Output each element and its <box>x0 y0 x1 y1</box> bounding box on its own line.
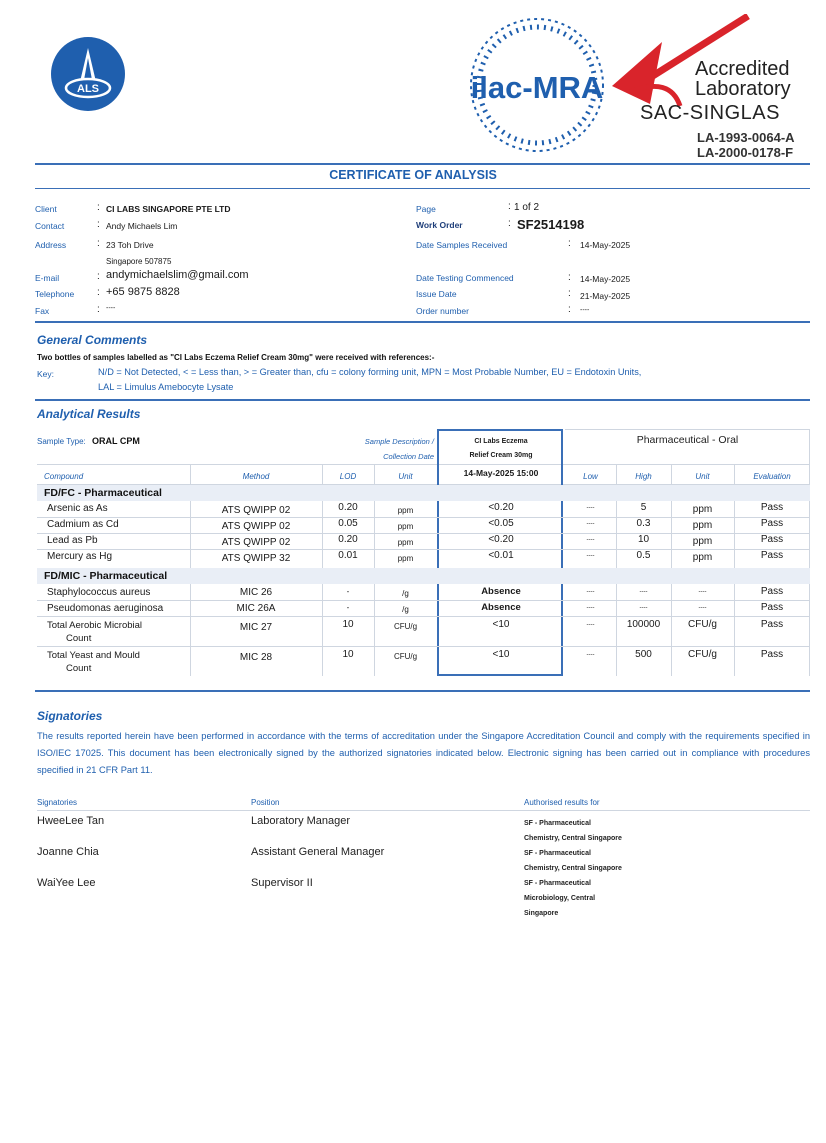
cell-compound-line-2: Count <box>66 663 92 674</box>
cell-method: MIC 26 <box>239 587 273 598</box>
cell-high: ---- <box>639 589 648 595</box>
cell-compound: Total Aerobic Microbial <box>47 620 143 631</box>
client-rule <box>35 321 810 323</box>
row-line <box>37 549 810 550</box>
signatory-position: Laboratory Manager <box>251 815 351 827</box>
colon: : <box>508 218 511 229</box>
accredited-text-1: Accredited <box>695 58 790 80</box>
colon: : <box>97 304 100 315</box>
cell-unit: ppm <box>397 522 414 531</box>
cell-spec-unit: CFU/g <box>688 649 717 660</box>
order-number-label: Order number <box>416 306 469 316</box>
cell-unit: CFU/g <box>393 652 418 661</box>
sample-name-line-1: CI Labs Eczema <box>474 438 528 445</box>
top-rule <box>35 163 810 165</box>
cell-unit: /g <box>402 605 409 614</box>
cell-method: ATS QWIPP 02 <box>221 521 291 532</box>
cell-spec-unit: ppm <box>692 504 713 515</box>
cell-spec-unit: ---- <box>698 589 707 595</box>
cell-result: <10 <box>492 649 510 660</box>
cell-method: ATS QWIPP 02 <box>221 505 291 516</box>
cell-compound: Lead as Pb <box>47 535 98 546</box>
row-line <box>37 517 810 518</box>
cell-method: ATS QWIPP 02 <box>221 537 291 548</box>
cell-compound: Staphylococcus aureus <box>47 587 151 598</box>
la-number-1: LA-1993-0064-A <box>697 130 795 145</box>
authorised-line: Chemistry, Central Singapore <box>524 835 622 842</box>
colon: : <box>508 201 511 212</box>
sample-description-label: Sample Description / <box>364 437 434 446</box>
cell-compound: Total Yeast and Mould <box>47 650 140 661</box>
cell-low: ---- <box>586 553 595 559</box>
colon: : <box>97 238 100 249</box>
cell-high: 500 <box>635 649 652 660</box>
cell-spec-unit: ppm <box>692 552 713 563</box>
sac-singlas-text: SAC-SINGLAS <box>640 102 780 124</box>
sample-date: 14-May-2025 15:00 <box>463 468 539 478</box>
header-spec-unit: Unit <box>695 472 710 481</box>
client-label: Client <box>35 204 57 214</box>
header-high: High <box>635 472 652 481</box>
title-rule <box>35 188 810 189</box>
signatory-name: Joanne Chia <box>37 846 99 858</box>
cell-method: ATS QWIPP 32 <box>221 553 291 564</box>
row-line <box>37 600 810 601</box>
la-number-2: LA-2000-0178-F <box>697 145 794 160</box>
group-header-fdmic <box>37 568 810 584</box>
row-line <box>37 616 810 617</box>
cell-method: MIC 28 <box>239 652 273 663</box>
key-label: Key: <box>37 369 55 379</box>
authorised-line: Singapore <box>524 910 559 917</box>
authorised-line: SF - Pharmaceutical <box>524 820 591 827</box>
cell-lod: 0.20 <box>338 502 358 513</box>
group-name: FD/MIC - Pharmaceutical <box>44 570 168 582</box>
signatories-heading: Signatories <box>37 709 103 723</box>
cell-lod: 0.05 <box>338 518 358 529</box>
signatories-header-line <box>37 810 810 811</box>
col-signatories: Signatories <box>37 798 78 807</box>
cell-spec-unit: CFU/g <box>688 619 717 630</box>
address-line-1: 23 Toh Drive <box>106 240 154 250</box>
header-compound: Compound <box>44 472 84 481</box>
signatory-position: Assistant General Manager <box>251 846 385 858</box>
comments-line: Two bottles of samples labelled as "CI Labs Eczema Relief Cream 30mg" were received with references:- <box>37 353 435 362</box>
header-unit: Unit <box>398 472 413 481</box>
cell-high: ---- <box>639 605 648 611</box>
date-received-value: 14-May-2025 <box>580 240 631 250</box>
cell-compound: Arsenic as As <box>47 503 108 514</box>
sample-type-value: ORAL CPM <box>92 436 140 446</box>
group-header-fdfc <box>37 485 810 501</box>
als-logo-text: ALS <box>77 83 99 95</box>
authorised-line: SF - Pharmaceutical <box>524 850 591 857</box>
cell-high: 100000 <box>626 619 661 630</box>
cell-high: 0.5 <box>636 550 651 561</box>
cell-compound: Pseudomonas aeruginosa <box>47 603 164 614</box>
row-line <box>37 646 810 647</box>
cell-evaluation: Pass <box>760 534 784 545</box>
address-line-2: Singapore 507875 <box>106 257 172 266</box>
contact-value: Andy Michaels Lim <box>106 221 178 231</box>
telephone-label: Telephone <box>35 289 75 299</box>
cell-evaluation: Pass <box>760 586 784 597</box>
table-top-line <box>565 429 810 430</box>
cell-spec-unit: ---- <box>698 605 707 611</box>
cell-low: ---- <box>586 537 595 543</box>
cell-evaluation: Pass <box>760 550 784 561</box>
page-value: 1 of 2 <box>514 202 540 213</box>
issue-date-value: 21-May-2025 <box>580 291 631 301</box>
work-order-value: SF2514198 <box>517 217 585 232</box>
authorised-results-list <box>524 816 622 921</box>
fax-value: ---- <box>106 305 116 312</box>
general-comments-heading: General Comments <box>37 333 148 347</box>
header-method: Method <box>242 472 270 481</box>
cell-lod: 0.01 <box>338 550 358 561</box>
cell-method: MIC 27 <box>239 622 273 633</box>
cell-spec-unit: ppm <box>692 520 713 531</box>
cell-low: ---- <box>586 521 595 527</box>
cell-evaluation: Pass <box>760 619 784 630</box>
results-rule <box>35 690 810 692</box>
cell-compound-line-2: Count <box>66 633 92 644</box>
cell-lod: 10 <box>342 649 354 660</box>
cell-lod: - <box>346 587 350 596</box>
colon: : <box>97 287 100 298</box>
cell-low: ---- <box>586 622 595 628</box>
colon: : <box>97 202 100 213</box>
row-line <box>37 533 810 534</box>
ilac-mra-logo <box>462 14 612 156</box>
collection-date-label: Collection Date <box>383 452 434 461</box>
cell-evaluation: Pass <box>760 518 784 529</box>
cell-method: MIC 26A <box>236 603 276 614</box>
cell-unit: ppm <box>397 538 414 547</box>
key-line-1: N/D = Not Detected, < = Less than, > = Greater than, cfu = colony forming unit, MPN = Most Probable Number, EU = Endotoxin Units, <box>98 367 642 377</box>
cell-evaluation: Pass <box>760 602 784 613</box>
col-authorised: Authorised results for <box>524 798 600 807</box>
cell-lod: - <box>346 603 350 612</box>
cell-unit: ppm <box>397 506 414 515</box>
comments-rule <box>35 399 810 401</box>
contact-label: Contact <box>35 221 65 231</box>
fax-label: Fax <box>35 306 50 316</box>
signatory-name: HweeLee Tan <box>37 815 105 827</box>
date-received-label: Date Samples Received <box>416 240 508 250</box>
header-low: Low <box>583 472 598 481</box>
accredited-text-2: Laboratory <box>695 78 791 100</box>
col-position: Position <box>251 798 280 807</box>
cell-result: <10 <box>492 619 510 630</box>
cell-compound: Cadmium as Cd <box>47 519 119 530</box>
order-number-value: ---- <box>580 307 590 314</box>
signatories-statement: The results reported herein have been performed in accordance with the terms of accreditation under the Singapore Accreditation Council and comply with the requirements specified in ISO/IEC 17025. This document has been electronically signed by the authorized signatories indicated below. Electronic signing has been carried out in compliance with procedures specified in 21 CFR Part 11. <box>37 731 810 776</box>
signatory-position: Supervisor II <box>251 877 313 889</box>
cell-result: <0.05 <box>488 518 514 529</box>
colon: : <box>568 272 571 283</box>
issue-date-label: Issue Date <box>416 289 457 299</box>
date-testing-label: Date Testing Commenced <box>416 273 514 283</box>
cell-high: 5 <box>640 502 647 513</box>
authorised-line: Microbiology, Central <box>524 895 596 902</box>
cell-result: <0.20 <box>488 534 514 545</box>
cell-result: <0.01 <box>488 550 514 561</box>
header-evaluation: Evaluation <box>753 472 791 481</box>
cell-high: 0.3 <box>636 518 651 529</box>
work-order-label: Work Order <box>416 220 463 230</box>
spec-title: Pharmaceutical - Oral <box>636 434 739 446</box>
authorised-line: SF - Pharmaceutical <box>524 880 591 887</box>
page-label: Page <box>416 204 436 214</box>
signatory-name: WaiYee Lee <box>37 877 96 889</box>
colon: : <box>568 288 571 299</box>
cell-result: Absence <box>481 602 521 613</box>
cell-low: ---- <box>586 605 595 611</box>
cell-evaluation: Pass <box>760 649 784 660</box>
ilac-mra-text: ilac-MRA <box>470 70 604 105</box>
cell-lod: 0.20 <box>338 534 358 545</box>
telephone-value: +65 9875 8828 <box>106 286 180 298</box>
cell-result: Absence <box>481 586 521 597</box>
address-label: Address <box>35 240 67 250</box>
colon: : <box>97 271 100 282</box>
analytical-results-heading: Analytical Results <box>37 407 141 421</box>
cell-compound: Mercury as Hg <box>47 551 113 562</box>
cell-unit: ppm <box>397 554 414 563</box>
colon: : <box>568 304 571 315</box>
cell-low: ---- <box>586 589 595 595</box>
cell-high: 10 <box>637 534 650 545</box>
cell-spec-unit: ppm <box>692 536 713 547</box>
als-logo <box>50 36 126 112</box>
sample-type-label: Sample Type: <box>37 437 86 446</box>
authorised-line: Chemistry, Central Singapore <box>524 865 622 872</box>
cell-unit: /g <box>402 589 409 598</box>
key-line-2: LAL = Limulus Amebocyte Lysate <box>98 382 234 392</box>
document-title: CERTIFICATE OF ANALYSIS <box>329 168 497 182</box>
client-value: CI LABS SINGAPORE PTE LTD <box>106 204 231 214</box>
colon: : <box>97 219 100 230</box>
email-label: E-mail <box>35 273 60 283</box>
date-testing-value: 14-May-2025 <box>580 274 631 284</box>
group-name: FD/FC - Pharmaceutical <box>44 487 162 499</box>
cell-low: ---- <box>586 505 595 511</box>
header-lod: LOD <box>339 472 357 481</box>
cell-low: ---- <box>586 652 595 658</box>
sample-name-line-2: Relief Cream 30mg <box>469 452 533 459</box>
cell-lod: 10 <box>342 619 354 630</box>
email-value: andymichaelslim@gmail.com <box>106 269 249 281</box>
colon: : <box>568 238 571 249</box>
cell-result: <0.20 <box>488 502 514 513</box>
cell-evaluation: Pass <box>760 502 784 513</box>
cell-unit: CFU/g <box>393 622 418 631</box>
header-line <box>37 464 810 465</box>
